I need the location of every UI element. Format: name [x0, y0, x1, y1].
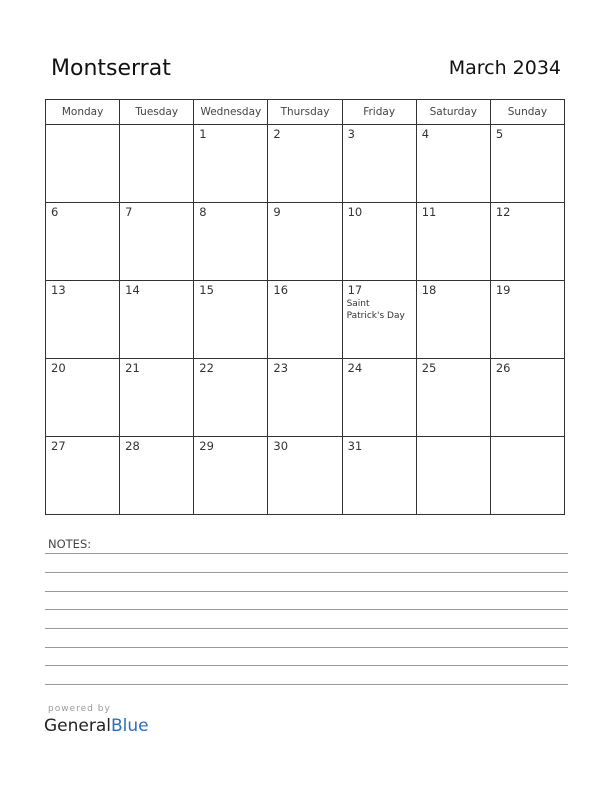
day-cell [46, 125, 120, 203]
logo-blue: Blue [111, 716, 149, 736]
day-number: 22 [199, 361, 214, 375]
weekday-header: Thursday [268, 100, 342, 125]
day-cell [194, 281, 268, 359]
day-cell [490, 203, 564, 281]
weekday-header-row [46, 100, 565, 125]
note-line [45, 684, 568, 685]
weekday-header: Friday [342, 100, 416, 125]
note-line [45, 572, 568, 573]
week-row [46, 359, 565, 437]
day-number: 5 [495, 127, 504, 141]
day-number: 16 [273, 283, 289, 297]
day-number: 15 [199, 283, 214, 297]
day-cell [490, 437, 564, 515]
day-number [120, 125, 193, 128]
day-number: 13 [51, 283, 66, 297]
holiday-label: Saint Patrick's Day [346, 299, 405, 321]
day-cell [268, 359, 342, 437]
day-number: 14 [125, 283, 140, 297]
powered-by-text: powered by [48, 704, 111, 714]
day-number [417, 437, 490, 440]
day-cell [194, 359, 268, 437]
weekday-header: Saturday [416, 100, 490, 125]
day-cell [120, 281, 194, 359]
day-cell [194, 437, 268, 515]
note-line [45, 591, 568, 592]
day-number: 6 [51, 205, 59, 219]
weekday-header: Sunday [490, 100, 564, 125]
day-cell [416, 203, 490, 281]
notes-label: NOTES: [48, 537, 92, 551]
logo-general: General [44, 716, 111, 736]
day-number: 1 [199, 127, 207, 141]
day-cell [342, 359, 416, 437]
day-cell [416, 281, 490, 359]
day-number: 28 [125, 439, 140, 453]
day-cell [268, 281, 342, 359]
day-number: 3 [347, 127, 355, 141]
day-cell [194, 203, 268, 281]
month-year-title: March 2034 [448, 57, 561, 79]
day-cell [268, 203, 342, 281]
week-row [46, 125, 565, 203]
day-cell [342, 203, 416, 281]
weekday-header: Tuesday [120, 100, 194, 125]
day-cell [120, 203, 194, 281]
day-number: 19 [495, 283, 511, 297]
day-number: 17 [347, 283, 363, 297]
day-number: 9 [273, 205, 281, 219]
day-cell [120, 359, 194, 437]
day-number: 23 [273, 361, 289, 375]
day-number [491, 437, 564, 440]
day-cell [490, 125, 564, 203]
note-line [45, 647, 568, 648]
day-number: 24 [347, 361, 363, 375]
day-cell [268, 125, 342, 203]
note-line [45, 553, 568, 554]
day-cell [342, 437, 416, 515]
day-number: 4 [421, 127, 430, 141]
day-number: 18 [421, 283, 437, 297]
weekday-header: Monday [46, 100, 120, 125]
week-row [46, 203, 565, 281]
day-number: 12 [495, 205, 511, 219]
day-cell [46, 437, 120, 515]
day-number: 31 [347, 439, 363, 453]
day-number: 29 [199, 439, 214, 453]
day-number: 8 [199, 205, 207, 219]
note-line [45, 665, 568, 666]
day-cell [46, 203, 120, 281]
day-cell [194, 125, 268, 203]
week-row [46, 281, 565, 359]
day-number: 7 [125, 205, 133, 219]
country-title: Montserrat [51, 56, 171, 81]
day-number: 21 [125, 361, 140, 375]
note-line [45, 609, 568, 610]
day-number: 27 [51, 439, 66, 453]
day-number: 2 [273, 127, 281, 141]
generalblue-logo [44, 716, 149, 736]
week-row [46, 437, 565, 515]
weekday-header: Wednesday [194, 100, 268, 125]
day-cell [46, 281, 120, 359]
day-cell [490, 359, 564, 437]
calendar-body [46, 125, 565, 515]
day-number: 25 [421, 361, 437, 375]
day-number: 26 [495, 361, 511, 375]
day-number: 11 [421, 205, 437, 219]
note-line [45, 628, 568, 629]
day-number: 10 [347, 205, 363, 219]
calendar-grid [45, 99, 565, 515]
day-cell [416, 125, 490, 203]
day-cell [342, 125, 416, 203]
day-cell [46, 359, 120, 437]
day-cell [268, 437, 342, 515]
day-cell [120, 125, 194, 203]
day-number: 30 [273, 439, 289, 453]
day-cell [416, 437, 490, 515]
day-cell [120, 437, 194, 515]
day-cell [416, 359, 490, 437]
day-cell [342, 281, 416, 359]
day-cell [490, 281, 564, 359]
day-number: 20 [51, 361, 66, 375]
day-number [46, 125, 119, 128]
